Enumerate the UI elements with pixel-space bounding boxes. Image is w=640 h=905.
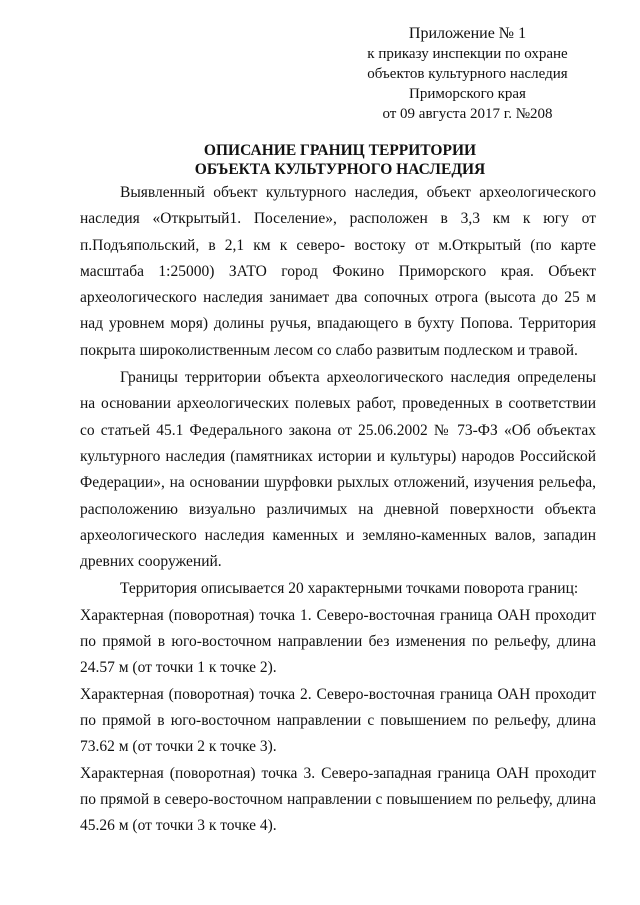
appendix-region-line: Приморского края bbox=[409, 86, 526, 102]
boundary-point-3: Характерная (поворотная) точка 3. Северо-западная граница ОАН проходит по прямой в северо-восточном направлении с повышением по рельефу, длина 45.26 м (от точки 3 к точке 4). bbox=[80, 764, 596, 835]
paragraph-boundary-basis: Границы территории объекта археологического наследия определены на основании археологических полевых работ, проведенных в соответствии со статьей 45.1 Федерального закона от 25.06.2002 № 73-ФЗ «Об объектах культурного наследия (памятниках истории и культуры) народов Российской Федерации», на основании шурфовки рыхлых отложений, изучения рельефа, расположению визуально различимых на дневной поверхности объекта археологического наследия каменных и земляно-каменных валов, западин древних сооружений. bbox=[80, 369, 596, 571]
boundary-point-1: Характерная (поворотная) точка 1. Северо-восточная граница ОАН проходит по прямой в юго-восточном направлении без изменения по рельефу, длина 24.57 м (от точки 1 к точке 2). bbox=[80, 606, 596, 677]
document-body bbox=[80, 180, 596, 839]
title-line-2: ОБЪЕКТА КУЛЬТУРНОГО НАСЛЕДИЯ bbox=[194, 161, 486, 178]
appendix-header bbox=[345, 24, 590, 124]
appendix-heritage-line: объектов культурного наследия bbox=[367, 66, 568, 82]
paragraph-points-intro: Территория описывается 20 характерными точками поворота границ: bbox=[120, 580, 579, 598]
paragraph-object-description: Выявленный объект культурного наследия, объект археологического наследия «Открытый1. Поселение», расположен в 3,3 км к югу от п.Подъяпольский, в 2,1 км к северо- востоку от м.Открытый (по карте масштаба 1:25000) ЗАТО город Фокино Приморского края. Объект археологического наследия занимает два сопочных отрога (высота до 25 м над уровнем моря) долины ручья, впадающего в бухту Попова. Территория покрыта широколиственным лесом со слабо развитым подлеском и травой. bbox=[80, 184, 596, 359]
appendix-order-line: к приказу инспекции по охране bbox=[367, 46, 568, 62]
appendix-date-line: от 09 августа 2017 г. №208 bbox=[382, 106, 553, 122]
boundary-point-2: Характерная (поворотная) точка 2. Северо-восточная граница ОАН проходит по прямой в юго-восточном направлении с повышением по рельефу, длина 73.62 м (от точки 2 к точке 3). bbox=[80, 685, 596, 756]
document-title bbox=[80, 141, 600, 179]
title-line-1: ОПИСАНИЕ ГРАНИЦ ТЕРРИТОРИИ bbox=[203, 142, 477, 159]
appendix-number: Приложение № 1 bbox=[408, 25, 527, 42]
